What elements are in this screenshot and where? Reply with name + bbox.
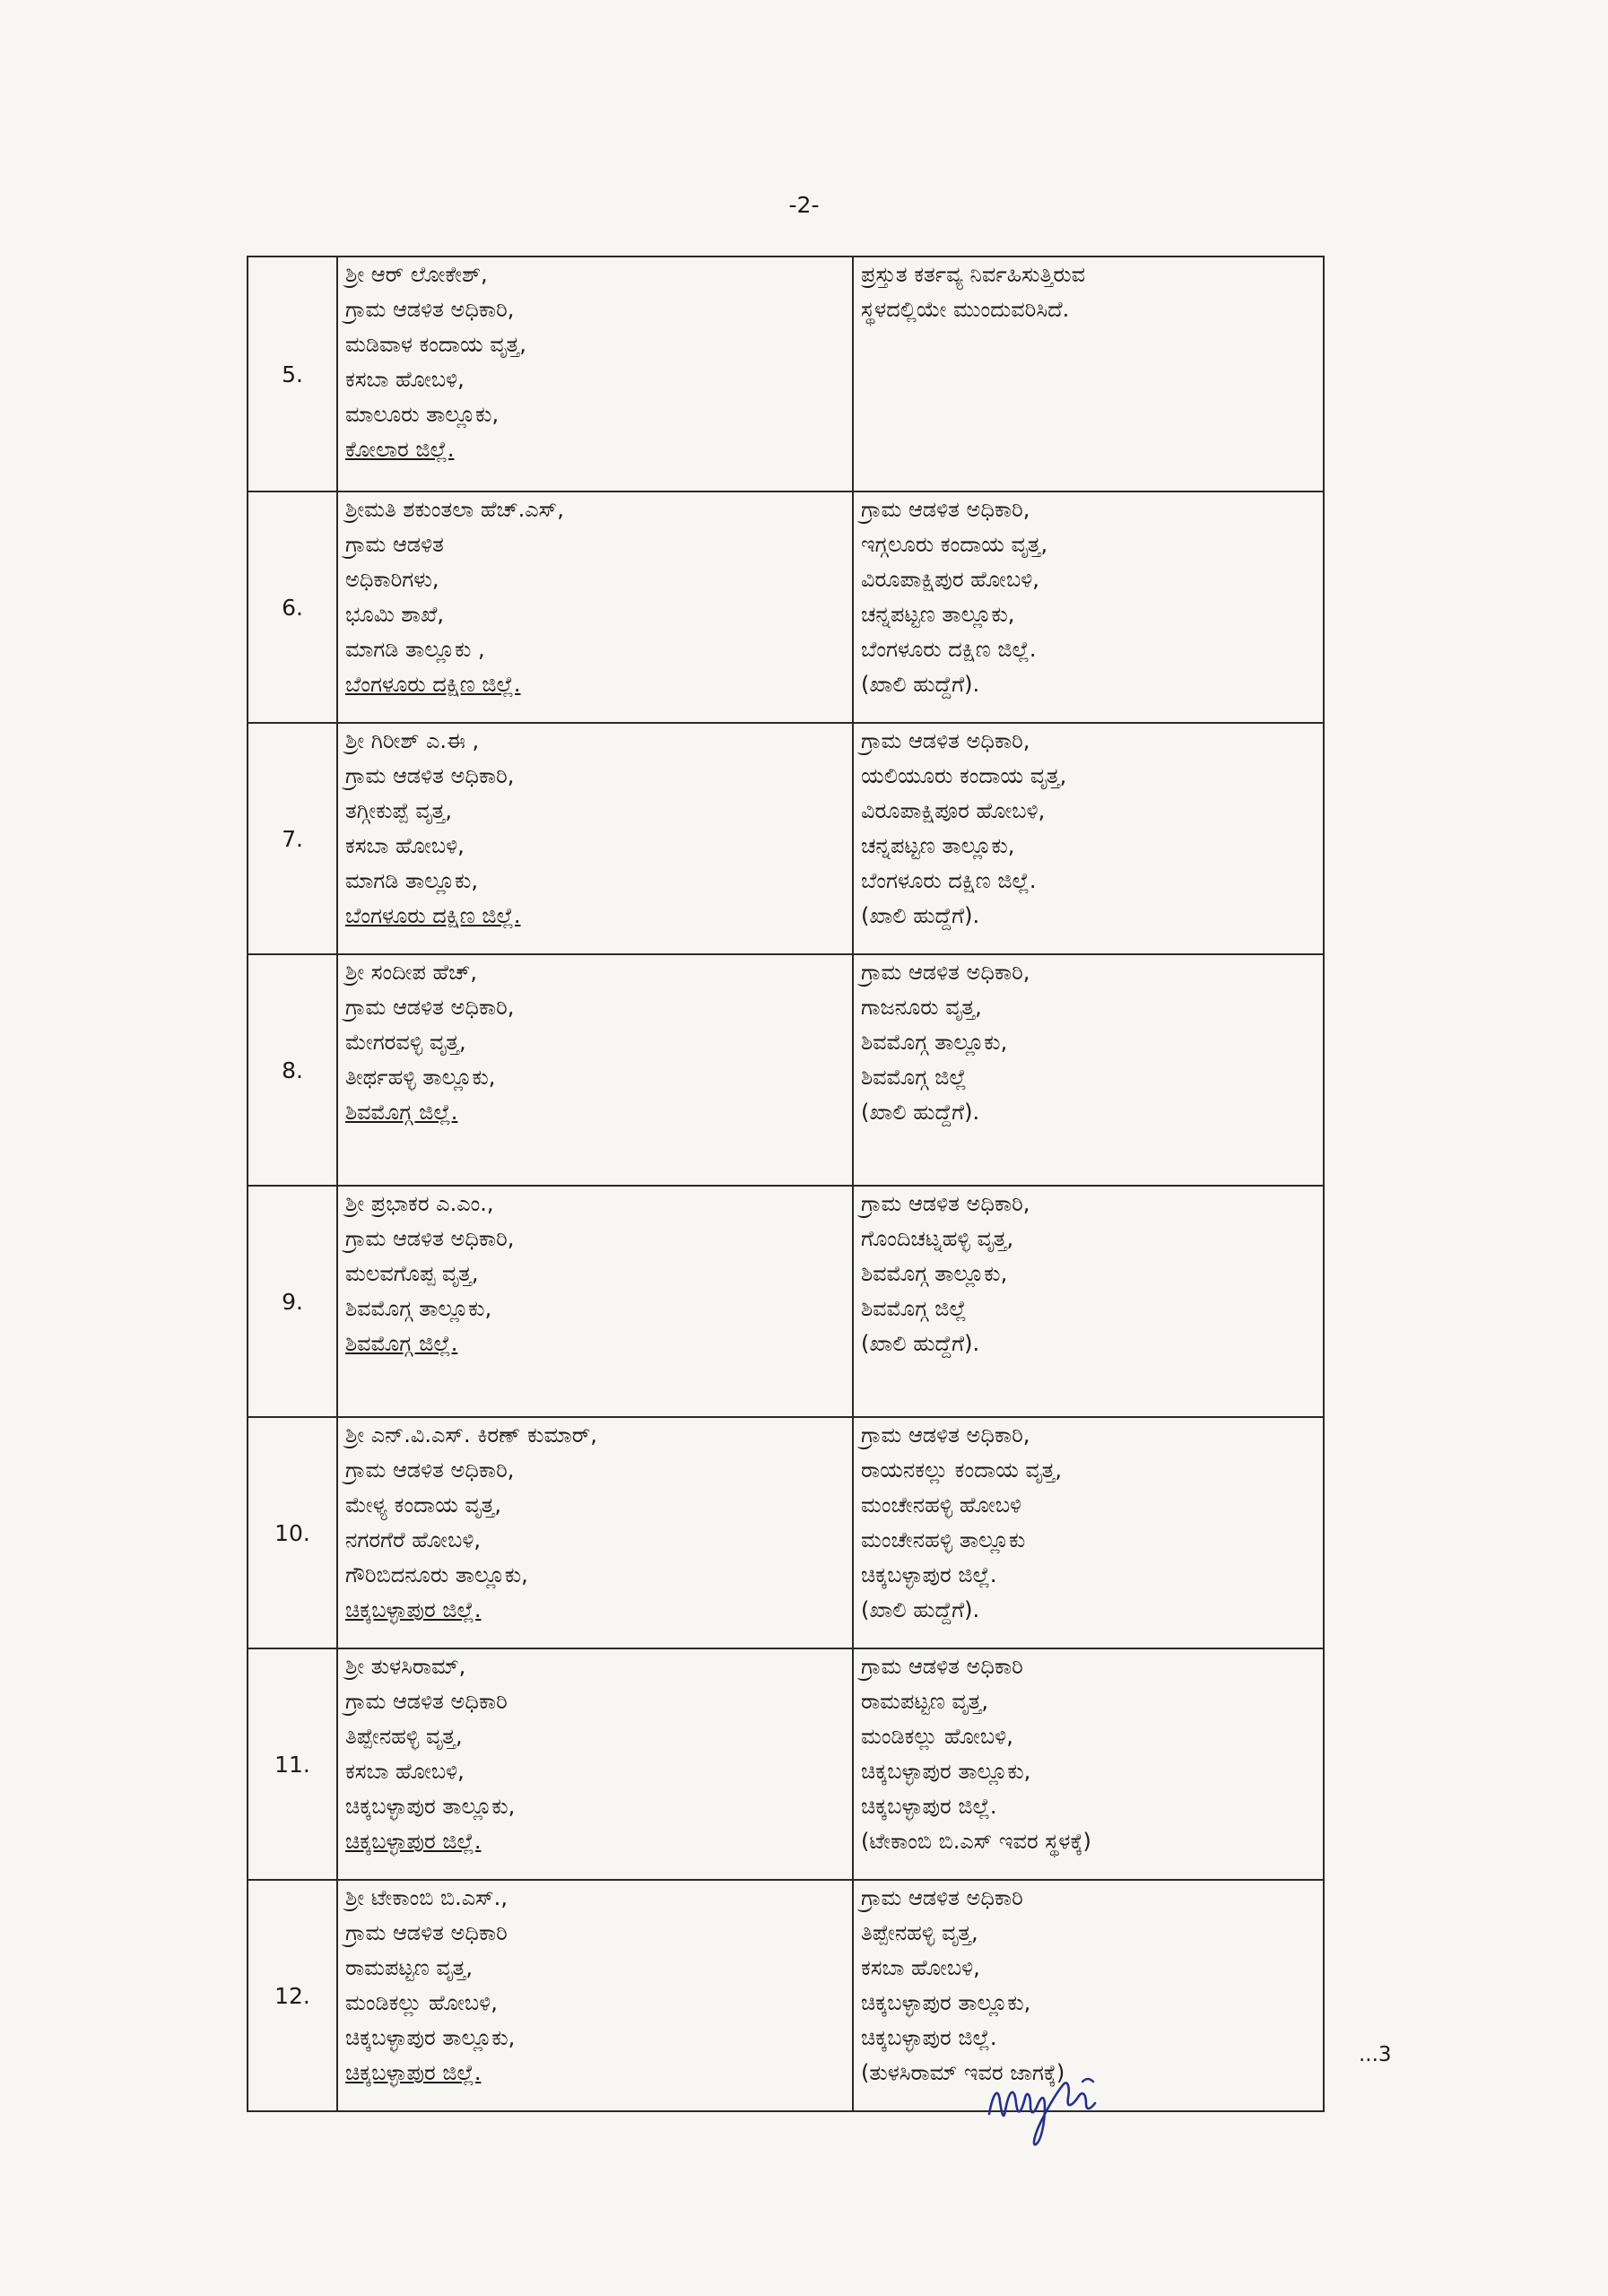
new-posting-line: ಮಂಡಿಕಲ್ಲು ಹೋಬಳಿ,: [861, 1724, 1013, 1749]
current-posting-line: ಚಿಕ್ಕಬಳ್ಳಾಪುರ ಜಿಲ್ಲೆ.: [345, 2060, 482, 2085]
current-posting-cell: [337, 257, 853, 491]
new-posting-line: ಚನ್ನಪಟ್ಟಣ ತಾಲ್ಲೂಕು,: [861, 602, 1015, 627]
new-posting-line: (ಟೇಕಾಂಬಿ ಬಿ.ಎಸ್ ಇವರ ಸ್ಥಳಕ್ಕೆ): [861, 1829, 1091, 1854]
current-posting-line: ಗೌರಿಬಿದನೂರು ತಾಲ್ಲೂಕು,: [345, 1562, 528, 1587]
table-row: [248, 491, 1324, 723]
current-posting-line: ಕಸಬಾ ಹೋಬಳಿ,: [345, 833, 465, 858]
current-posting-line: ಶ್ರೀ ಪ್ರಭಾಕರ ಎ.ಎಂ.,: [345, 1191, 494, 1216]
current-posting-line: ಚಿಕ್ಕಬಳ್ಳಾಪುರ ಜಿಲ್ಲೆ.: [345, 1829, 482, 1854]
new-posting-line: ಗ್ರಾಮ ಆಡಳಿತ ಅಧಿಕಾರಿ: [861, 1885, 1023, 1910]
current-posting-cell: [337, 723, 853, 954]
new-posting-line: ಚನ್ನಪಟ್ಟಣ ತಾಲ್ಲೂಕು,: [861, 833, 1015, 858]
current-posting-line: ಮೇಳ್ಯ ಕಂದಾಯ ವೃತ್ತ,: [345, 1492, 502, 1518]
current-posting-line: ಕಸಬಾ ಹೋಬಳಿ,: [345, 1759, 465, 1784]
new-posting-line: ಇಗ್ಗಲೂರು ಕಂದಾಯ ವೃತ್ತ,: [861, 532, 1048, 557]
current-posting-line: ಮಾಲೂರು ತಾಲ್ಲೂಕು,: [345, 402, 500, 427]
new-posting-line: ಚಿಕ್ಕಬಳ್ಳಾಪುರ ಜಿಲ್ಲೆ.: [861, 1794, 997, 1819]
table-row: [248, 257, 1324, 491]
new-posting-line: ಗ್ರಾಮ ಆಡಳಿತ ಅಧಿಕಾರಿ,: [861, 1191, 1030, 1216]
serial-number-cell: 8.: [248, 954, 337, 1186]
new-posting-cell: [853, 1417, 1324, 1648]
new-posting-line: ಚಿಕ್ಕಬಳ್ಳಾಪುರ ತಾಲ್ಲೂಕು,: [861, 1759, 1031, 1784]
current-posting-line: ಗ್ರಾಮ ಆಡಳಿತ ಅಧಿಕಾರಿ: [345, 1689, 508, 1714]
current-posting-line: ಕೋಲಾರ ಜಿಲ್ಲೆ.: [345, 437, 455, 462]
serial-number-cell: 11.: [248, 1648, 337, 1880]
new-posting-line: (ಖಾಲಿ ಹುದ್ದೆಗೆ).: [861, 1331, 980, 1356]
current-posting-line: ಭೂಮಿ ಶಾಖೆ,: [345, 602, 444, 627]
current-posting-line: ಶ್ರೀಮತಿ ಶಕುಂತಲಾ ಹೆಚ್.ಎಸ್,: [345, 497, 564, 522]
new-posting-line: ಗೊಂದಿಚಟ್ನಹಳ್ಳಿ ವೃತ್ತ,: [861, 1226, 1014, 1251]
new-posting-line: ವಿರೂಪಾಕ್ಷಿಪುರ ಹೋಬಳಿ,: [861, 567, 1039, 592]
new-posting-line: ಚಿಕ್ಕಬಳ್ಳಾಪುರ ತಾಲ್ಲೂಕು,: [861, 1990, 1031, 2015]
current-posting-cell: [337, 1648, 853, 1880]
table-body: [248, 257, 1324, 2111]
new-posting-cell: [853, 954, 1324, 1186]
current-posting-line: ಚಿಕ್ಕಬಳ್ಳಾಪುರ ಜಿಲ್ಲೆ.: [345, 1597, 482, 1622]
current-posting-line: ಗ್ರಾಮ ಆಡಳಿತ ಅಧಿಕಾರಿ,: [345, 1457, 515, 1483]
new-posting-line: ಗ್ರಾಮ ಆಡಳಿತ ಅಧಿಕಾರಿ,: [861, 1422, 1030, 1448]
new-posting-line: ಗ್ರಾಮ ಆಡಳಿತ ಅಧಿಕಾರಿ,: [861, 728, 1030, 753]
current-posting-line: ಗ್ರಾಮ ಆಡಳಿತ ಅಧಿಕಾರಿ,: [345, 995, 515, 1020]
current-posting-line: ನಗರಗೆರೆ ಹೋಬಳಿ,: [345, 1527, 482, 1552]
transfer-table: [247, 256, 1325, 2112]
current-posting-cell: [337, 1880, 853, 2111]
new-posting-line: ಮಂಚೇನಹಳ್ಳಿ ತಾಲ್ಲೂಕು: [861, 1527, 1026, 1552]
new-posting-line: ಮಂಚೇನಹಳ್ಳಿ ಹೋಬಳಿ: [861, 1492, 1022, 1518]
serial-number-cell: 10.: [248, 1417, 337, 1648]
current-posting-line: ಶ್ರೀ ಎನ್.ವಿ.ಎಸ್. ಕಿರಣ್ ಕುಮಾರ್,: [345, 1422, 597, 1448]
current-posting-line: ಕಸಬಾ ಹೋಬಳಿ,: [345, 367, 465, 392]
current-posting-line: ಗ್ರಾಮ ಆಡಳಿತ: [345, 532, 444, 557]
current-posting-line: ಶಿವಮೊಗ್ಗ ಜಿಲ್ಲೆ.: [345, 1331, 458, 1356]
current-posting-line: ಮಡಿವಾಳ ಕಂದಾಯ ವೃತ್ತ,: [345, 332, 526, 357]
new-posting-line: (ಖಾಲಿ ಹುದ್ದೆಗೆ).: [861, 1597, 980, 1622]
new-posting-cell: [853, 491, 1324, 723]
new-posting-line: ಶಿವಮೊಗ್ಗ ಜಿಲ್ಲೆ: [861, 1296, 967, 1321]
table-row: [248, 1417, 1324, 1648]
current-posting-line: ಶ್ರೀ ಗಿರೀಶ್ ಎ.ಈ ,: [345, 728, 480, 753]
new-posting-cell: [853, 257, 1324, 491]
current-posting-line: ಶ್ರೀ ತುಳಸಿರಾಮ್,: [345, 1654, 466, 1679]
new-posting-line: ಸ್ಥಳದಲ್ಲಿಯೇ ಮುಂದುವರಿಸಿದೆ.: [861, 297, 1070, 322]
new-posting-cell: [853, 1186, 1324, 1417]
current-posting-line: ಮೇಗರವಳ್ಳಿ ವೃತ್ತ,: [345, 1030, 466, 1055]
current-posting-cell: [337, 954, 853, 1186]
current-posting-line: ಅಧಿಕಾರಿಗಳು,: [345, 567, 439, 592]
current-posting-line: ಶಿವಮೊಗ್ಗ ತಾಲ್ಲೂಕು,: [345, 1296, 492, 1321]
new-posting-line: ಬೆಂಗಳೂರು ದಕ್ಷಿಣ ಜಿಲ್ಲೆ.: [861, 637, 1037, 662]
new-posting-line: ತಿಪ್ಪೇನಹಳ್ಳಿ ವೃತ್ತ,: [861, 1920, 978, 1945]
current-posting-line: ಮಾಗಡಿ ತಾಲ್ಲೂಕು,: [345, 868, 479, 893]
current-posting-line: ತಿಪ್ಪೇನಹಳ್ಳಿ ವೃತ್ತ,: [345, 1724, 463, 1749]
current-posting-cell: [337, 1186, 853, 1417]
new-posting-line: (ಖಾಲಿ ಹುದ್ದೆಗೆ).: [861, 903, 980, 928]
table-row: [248, 1186, 1324, 1417]
new-posting-line: ರಾಯನಕಲ್ಲು ಕಂದಾಯ ವೃತ್ತ,: [861, 1457, 1063, 1483]
new-posting-line: ಕಸಬಾ ಹೋಬಳಿ,: [861, 1955, 980, 1980]
new-posting-line: ಯಲಿಯೂರು ಕಂದಾಯ ವೃತ್ತ,: [861, 763, 1067, 788]
current-posting-cell: [337, 1417, 853, 1648]
new-posting-line: (ಖಾಲಿ ಹುದ್ದೆಗೆ).: [861, 672, 980, 697]
new-posting-line: ಗ್ರಾಮ ಆಡಳಿತ ಅಧಿಕಾರಿ,: [861, 960, 1030, 985]
serial-number-cell: 9.: [248, 1186, 337, 1417]
current-posting-line: ಮಲವಗೊಪ್ಪ ವೃತ್ತ,: [345, 1261, 479, 1286]
current-posting-line: ಗ್ರಾಮ ಆಡಳಿತ ಅಧಿಕಾರಿ: [345, 1920, 508, 1945]
page-number: -2-: [788, 192, 820, 218]
table-row: [248, 954, 1324, 1186]
new-posting-line: ವಿರೂಪಾಕ್ಷಿಪೂರ ಹೋಬಳಿ,: [861, 798, 1046, 823]
current-posting-line: ಶಿವಮೊಗ್ಗ ಜಿಲ್ಲೆ.: [345, 1100, 458, 1125]
current-posting-line: ಶ್ರೀ ಆರ್ ಲೋಕೇಶ್,: [345, 262, 488, 287]
serial-number-cell: 6.: [248, 491, 337, 723]
signature: [982, 2058, 1126, 2148]
table-row: [248, 723, 1324, 954]
new-posting-line: ಚಿಕ್ಕಬಳ್ಳಾಪುರ ಜಿಲ್ಲೆ.: [861, 2025, 997, 2050]
continued-marker: ...3: [1359, 2043, 1392, 2066]
current-posting-cell: [337, 491, 853, 723]
new-posting-line: ಬೆಂಗಳೂರು ದಕ್ಷಿಣ ಜಿಲ್ಲೆ.: [861, 868, 1037, 893]
new-posting-line: (ತುಳಸಿರಾಮ್ ಇವರ ಜಾಗಕ್ಕೆ): [861, 2060, 1065, 2085]
new-posting-line: ಶಿವಮೊಗ್ಗ ಜಿಲ್ಲೆ: [861, 1065, 967, 1090]
current-posting-line: ಗ್ರಾಮ ಆಡಳಿತ ಅಧಿಕಾರಿ,: [345, 763, 515, 788]
current-posting-line: ತಗ್ಗೀಕುಪ್ಪೆ ವೃತ್ತ,: [345, 798, 452, 823]
table-row: [248, 1648, 1324, 1880]
serial-number-cell: 7.: [248, 723, 337, 954]
current-posting-line: ತೀರ್ಥಹಳ್ಳಿ ತಾಲ್ಲೂಕು,: [345, 1065, 496, 1090]
current-posting-line: ಬೆಂಗಳೂರು ದಕ್ಷಿಣ ಜಿಲ್ಲೆ.: [345, 672, 521, 697]
current-posting-line: ಗ್ರಾಮ ಆಡಳಿತ ಅಧಿಕಾರಿ,: [345, 297, 515, 322]
serial-number-cell: 5.: [248, 257, 337, 491]
new-posting-line: ಪ್ರಸ್ತುತ ಕರ್ತವ್ಯ ನಿರ್ವಹಿಸುತ್ತಿರುವ: [861, 262, 1086, 287]
new-posting-line: ಗ್ರಾಮ ಆಡಳಿತ ಅಧಿಕಾರಿ,: [861, 497, 1030, 522]
current-posting-line: ಮಂಡಿಕಲ್ಲು ಹೋಬಳಿ,: [345, 1990, 498, 2015]
new-posting-cell: [853, 723, 1324, 954]
current-posting-line: ಚಿಕ್ಕಬಳ್ಳಾಪುರ ತಾಲ್ಲೂಕು,: [345, 2025, 516, 2050]
current-posting-line: ಬೆಂಗಳೂರು ದಕ್ಷಿಣ ಜಿಲ್ಲೆ.: [345, 903, 521, 928]
current-posting-line: ಚಿಕ್ಕಬಳ್ಳಾಪುರ ತಾಲ್ಲೂಕು,: [345, 1794, 516, 1819]
current-posting-line: ಗ್ರಾಮ ಆಡಳಿತ ಅಧಿಕಾರಿ,: [345, 1226, 515, 1251]
current-posting-line: ಶ್ರೀ ಟೇಕಾಂಬಿ ಬಿ.ಎಸ್.,: [345, 1885, 508, 1910]
new-posting-line: ಗ್ರಾಮ ಆಡಳಿತ ಅಧಿಕಾರಿ: [861, 1654, 1023, 1679]
serial-number-cell: 12.: [248, 1880, 337, 2111]
current-posting-line: ಶ್ರೀ ಸಂದೀಪ ಹೆಚ್,: [345, 960, 477, 985]
current-posting-line: ರಾಮಪಟ್ಟಣ ವೃತ್ತ,: [345, 1955, 474, 1980]
new-posting-cell: [853, 1648, 1324, 1880]
current-posting-line: ಮಾಗಡಿ ತಾಲ್ಲೂಕು ,: [345, 637, 485, 662]
new-posting-line: (ಖಾಲಿ ಹುದ್ದೆಗೆ).: [861, 1100, 980, 1125]
new-posting-line: ರಾಮಪಟ್ಟಣ ವೃತ್ತ,: [861, 1689, 989, 1714]
new-posting-line: ಗಾಜನೂರು ವೃತ್ತ,: [861, 995, 982, 1020]
table-row: [248, 1880, 1324, 2111]
new-posting-line: ಚಿಕ್ಕಬಳ್ಳಾಪುರ ಜಿಲ್ಲೆ.: [861, 1562, 997, 1587]
new-posting-line: ಶಿವಮೊಗ್ಗ ತಾಲ್ಲೂಕು,: [861, 1030, 1008, 1055]
new-posting-line: ಶಿವಮೊಗ್ಗ ತಾಲ್ಲೂಕು,: [861, 1261, 1008, 1286]
